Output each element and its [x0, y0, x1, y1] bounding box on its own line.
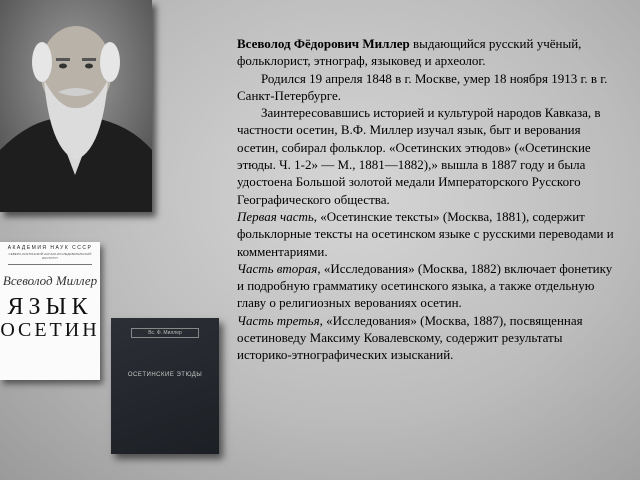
book-title-line-1: ЯЗЫК	[7, 294, 93, 320]
intro-paragraph	[237, 35, 619, 70]
book-author-label: Вс. Ф. Миллер	[131, 328, 199, 338]
part-paragraph	[237, 312, 619, 364]
research-paragraph: Заинтересовавшись историей и культурой народов Кавказа, в частности осетин, В.Ф. Миллер изучал язык, быт и верования осетин, собирал фольклор. «Осетинских этюдов» («Осетинские этюды. Ч. 1-2» — М., 1881—1882),» вышла в 1887 году и была удостоена Большой золотой медали Императорского Русского Географического общества.	[237, 105, 601, 207]
portrait-figure	[0, 0, 152, 212]
book-author: Всеволод Миллер	[2, 273, 98, 288]
book-publisher-header: АКАДЕМИЯ НАУК СССР	[7, 245, 93, 251]
book-cover-yazyk-osetin	[0, 242, 100, 380]
divider	[8, 264, 92, 265]
part-text: , «Исследования» (Москва, 1887), посвященная осетиноведу Максиму Ковалевскому, содержит результаты историко-этнографических изысканий.	[237, 312, 583, 363]
article-text	[237, 35, 619, 364]
part-paragraph	[237, 260, 619, 312]
part-paragraph	[237, 208, 619, 260]
intro-text: выдающийся русский учёный, фольклорист, этнограф, языковед и археолог.	[237, 36, 582, 69]
part-text: , «Исследования» (Москва, 1882) включает фонетику и подробную грамматику осетинского языка, а также отдельную главу о религиозных верованиях осетин.	[237, 260, 613, 311]
bio-paragraph: Родился 19 апреля 1848 в г. Москве, умер 18 ноября 1913 г. в г. Санкт-Петербурге.	[237, 70, 608, 103]
book-publisher-subheader: СЕВЕРО-ОСЕТИНСКИЙ НАУЧНО-ИССЛЕДОВАТЕЛЬСКИЙ ИНСТИТУТ	[8, 252, 92, 260]
book-title: ОСЕТИНСКИЕ ЭТЮДЫ	[127, 372, 203, 378]
book-title-line-2: ОСЕТИН	[0, 319, 100, 341]
part-label: Первая часть	[237, 208, 314, 224]
book-cover-osetinskie-etyudy	[111, 318, 219, 454]
person-name: Всеволод Фёдорович Миллер	[237, 36, 410, 51]
part-label: Часть вторая	[237, 260, 318, 276]
part-label: Часть третья	[237, 312, 320, 328]
portrait-photo	[0, 0, 152, 212]
part-text: , «Осетинские тексты» (Москва, 1881), содержит фольклорные тексты на осетинском языке с русскими переводами и комментариями.	[237, 208, 614, 259]
